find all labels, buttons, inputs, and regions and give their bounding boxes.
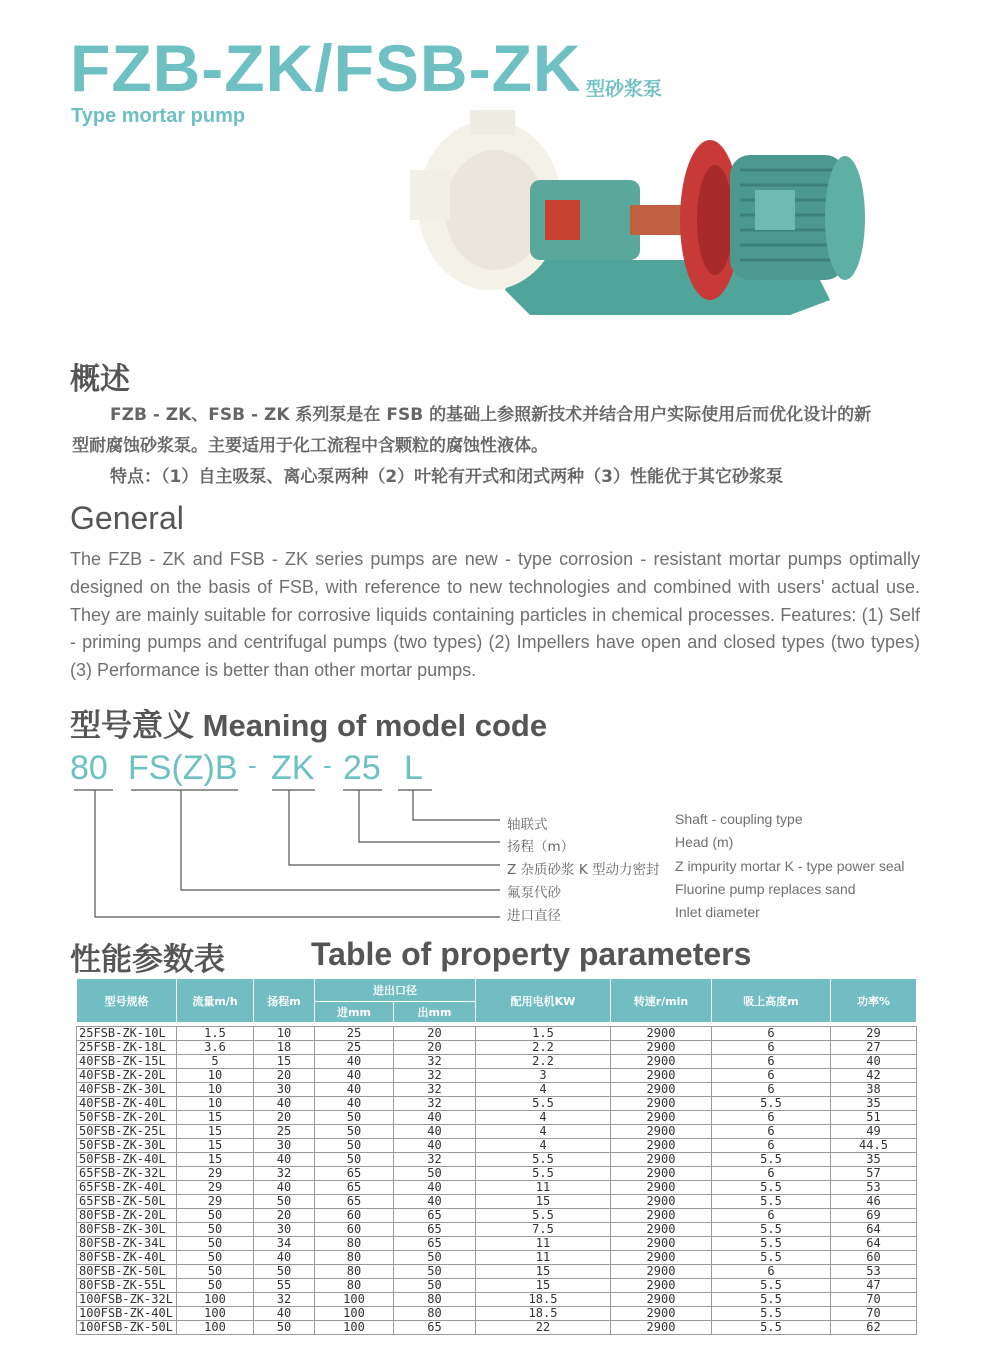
table-cell: 2900 <box>611 1237 712 1251</box>
table-cell: 60 <box>831 1251 917 1265</box>
table-cell: 40FSB-ZK-40L <box>77 1097 177 1111</box>
table-cell: 10 <box>177 1083 254 1097</box>
table-cell: 32 <box>394 1153 476 1167</box>
table-row <box>77 1237 917 1251</box>
table-cell: 2900 <box>611 1195 712 1209</box>
table-cell: 70 <box>831 1293 917 1307</box>
table-cell: 7.5 <box>476 1223 611 1237</box>
th-head: 扬程m <box>254 979 315 1023</box>
table-cell: 50 <box>177 1209 254 1223</box>
table-cell: 40 <box>254 1097 315 1111</box>
table-cell: 18 <box>254 1041 315 1055</box>
table-cell: 50 <box>254 1195 315 1209</box>
table-cell: 47 <box>831 1279 917 1293</box>
table-cell: 40 <box>254 1181 315 1195</box>
table-row <box>77 1321 917 1335</box>
table-cell: 6 <box>712 1041 831 1055</box>
table-row <box>77 1041 917 1055</box>
table-heading-cn: 性能参数表 <box>70 942 225 978</box>
table-cell: 4 <box>476 1083 611 1097</box>
table-row <box>77 1265 917 1279</box>
table-row <box>77 1083 917 1097</box>
table-cell: 15 <box>177 1139 254 1153</box>
table-cell: 65 <box>394 1237 476 1251</box>
th-flow: 流量m/h <box>177 979 254 1023</box>
table-cell: 100FSB-ZK-32L <box>77 1293 177 1307</box>
pump-motor-icon <box>410 110 880 330</box>
table-cell: 6 <box>712 1139 831 1153</box>
th-inlet: 进mm <box>315 1002 394 1023</box>
legend-cn-coupling: 轴联式 <box>507 817 548 833</box>
table-cell: 49 <box>831 1125 917 1139</box>
table-cell: 5.5 <box>712 1307 831 1321</box>
table-cell: 25 <box>315 1027 394 1041</box>
table-cell: 2900 <box>611 1209 712 1223</box>
table-cell: 35 <box>831 1097 917 1111</box>
model-code-leader-lines <box>0 780 1000 930</box>
table-cell: 80FSB-ZK-20L <box>77 1209 177 1223</box>
table-cell: 20 <box>254 1111 315 1125</box>
th-suction: 吸上高度m <box>712 979 831 1023</box>
table-cell: 50 <box>315 1111 394 1125</box>
table-cell: 18.5 <box>476 1307 611 1321</box>
legend-en-coupling: Shaft - coupling type <box>675 811 803 827</box>
table-cell: 5.5 <box>476 1167 611 1181</box>
table-row <box>77 1279 917 1293</box>
table-cell: 64 <box>831 1237 917 1251</box>
table-cell: 15 <box>177 1153 254 1167</box>
table-cell: 51 <box>831 1111 917 1125</box>
table-cell: 80 <box>315 1237 394 1251</box>
table-cell: 32 <box>394 1083 476 1097</box>
table-cell: 25FSB-ZK-18L <box>77 1041 177 1055</box>
table-cell: 100 <box>177 1307 254 1321</box>
table-cell: 40FSB-ZK-30L <box>77 1083 177 1097</box>
table-cell: 6 <box>712 1083 831 1097</box>
table-cell: 10 <box>177 1097 254 1111</box>
table-cell: 2900 <box>611 1055 712 1069</box>
table-cell: 10 <box>177 1069 254 1083</box>
table-cell: 55 <box>254 1279 315 1293</box>
table-row <box>77 1097 917 1111</box>
table-cell: 65 <box>394 1209 476 1223</box>
table-cell: 32 <box>254 1167 315 1181</box>
table-cell: 15 <box>177 1125 254 1139</box>
table-cell: 100 <box>315 1293 394 1307</box>
table-cell: 65 <box>315 1181 394 1195</box>
table-cell: 100FSB-ZK-40L <box>77 1307 177 1321</box>
table-cell: 10 <box>254 1027 315 1041</box>
table-cell: 50FSB-ZK-20L <box>77 1111 177 1125</box>
table-row <box>77 1125 917 1139</box>
table-cell: 40 <box>254 1251 315 1265</box>
th-speed: 转速r/min <box>611 979 712 1023</box>
table-cell: 5.5 <box>712 1097 831 1111</box>
table-cell: 65 <box>315 1195 394 1209</box>
table-cell: 64 <box>831 1223 917 1237</box>
table-cell: 15 <box>254 1055 315 1069</box>
table-cell: 6 <box>712 1125 831 1139</box>
table-cell: 5.5 <box>712 1181 831 1195</box>
table-cell: 6 <box>712 1111 831 1125</box>
table-cell: 5.5 <box>712 1279 831 1293</box>
table-cell: 11 <box>476 1251 611 1265</box>
table-cell: 69 <box>831 1209 917 1223</box>
property-table-body <box>77 1023 917 1335</box>
table-cell: 100 <box>177 1293 254 1307</box>
table-row <box>77 1223 917 1237</box>
table-cell: 60 <box>315 1209 394 1223</box>
table-cell: 50 <box>315 1153 394 1167</box>
table-cell: 40 <box>394 1125 476 1139</box>
table-cell: 2900 <box>611 1041 712 1055</box>
table-cell: 2900 <box>611 1293 712 1307</box>
table-cell: 25 <box>315 1041 394 1055</box>
table-cell: 11 <box>476 1181 611 1195</box>
table-cell: 50 <box>315 1125 394 1139</box>
table-cell: 6 <box>712 1055 831 1069</box>
table-cell: 5.5 <box>476 1153 611 1167</box>
table-cell: 11 <box>476 1237 611 1251</box>
code-part-type: FS(Z)B <box>128 749 238 787</box>
table-row <box>77 1111 917 1125</box>
table-cell: 5.5 <box>712 1153 831 1167</box>
table-cell: 20 <box>254 1069 315 1083</box>
table-cell: 50FSB-ZK-30L <box>77 1139 177 1153</box>
table-cell: 5.5 <box>712 1293 831 1307</box>
table-cell: 38 <box>831 1083 917 1097</box>
table-cell: 3.6 <box>177 1041 254 1055</box>
legend-cn-seal: Z 杂质砂浆 K 型动力密封 <box>507 862 660 878</box>
table-cell: 40 <box>394 1195 476 1209</box>
table-cell: 2900 <box>611 1251 712 1265</box>
table-cell: 50 <box>394 1265 476 1279</box>
general-heading: General <box>70 500 184 536</box>
overview-para1-line2: 型耐腐蚀砂浆泵。主要适用于化工流程中含颗粒的腐蚀性液体。 <box>72 436 548 456</box>
table-cell: 20 <box>394 1041 476 1055</box>
table-cell: 15 <box>177 1111 254 1125</box>
table-cell: 3 <box>476 1069 611 1083</box>
table-cell: 20 <box>394 1027 476 1041</box>
table-cell: 30 <box>254 1083 315 1097</box>
table-cell: 80FSB-ZK-30L <box>77 1223 177 1237</box>
table-cell: 50 <box>177 1251 254 1265</box>
table-cell: 40 <box>315 1083 394 1097</box>
table-cell: 100 <box>315 1321 394 1335</box>
table-cell: 2900 <box>611 1181 712 1195</box>
table-row <box>77 1069 917 1083</box>
table-cell: 50 <box>177 1223 254 1237</box>
overview-heading-cn: 概述 <box>70 362 130 397</box>
table-cell: 53 <box>831 1265 917 1279</box>
table-cell: 2900 <box>611 1097 712 1111</box>
model-code-heading-en: Meaning of model code <box>202 708 548 743</box>
model-code-heading <box>70 700 547 745</box>
legend-en-seal: Z impurity mortar K - type power seal <box>675 858 905 874</box>
overview-features: 特点：（1）自主吸泵、离心泵两种（2）叶轮有开式和闭式两种（3）性能优于其它砂浆泵 <box>110 467 783 487</box>
table-cell: 2900 <box>611 1027 712 1041</box>
table-cell: 50FSB-ZK-25L <box>77 1125 177 1139</box>
table-row <box>77 1181 917 1195</box>
table-row <box>77 1209 917 1223</box>
table-cell: 2900 <box>611 1265 712 1279</box>
page-title: FZB-ZK/FSB-ZK <box>70 31 582 105</box>
table-cell: 5 <box>177 1055 254 1069</box>
table-cell: 34 <box>254 1237 315 1251</box>
table-cell: 40 <box>394 1111 476 1125</box>
table-cell: 80FSB-ZK-34L <box>77 1237 177 1251</box>
th-outlet: 出mm <box>394 1002 476 1023</box>
table-cell: 5.5 <box>712 1195 831 1209</box>
table-cell: 80 <box>394 1307 476 1321</box>
table-cell: 5.5 <box>712 1251 831 1265</box>
table-cell: 6 <box>712 1209 831 1223</box>
table-cell: 100 <box>315 1307 394 1321</box>
table-cell: 40 <box>315 1069 394 1083</box>
table-cell: 2900 <box>611 1223 712 1237</box>
page-title-cn: 型砂浆泵 <box>586 78 663 100</box>
table-cell: 62 <box>831 1321 917 1335</box>
table-cell: 2900 <box>611 1139 712 1153</box>
table-cell: 40FSB-ZK-15L <box>77 1055 177 1069</box>
table-cell: 65 <box>315 1167 394 1181</box>
table-cell: 35 <box>831 1153 917 1167</box>
table-cell: 65 <box>394 1321 476 1335</box>
table-cell: 65FSB-ZK-32L <box>77 1167 177 1181</box>
table-cell: 15 <box>476 1195 611 1209</box>
table-cell: 42 <box>831 1069 917 1083</box>
table-cell: 50 <box>254 1265 315 1279</box>
table-cell: 53 <box>831 1181 917 1195</box>
table-cell: 2900 <box>611 1111 712 1125</box>
table-row <box>77 1307 917 1321</box>
table-cell: 40 <box>831 1055 917 1069</box>
page-subtitle: Type mortar pump <box>71 105 246 127</box>
legend-en-fluorine: Fluorine pump replaces sand <box>675 881 856 897</box>
table-cell: 6 <box>712 1069 831 1083</box>
legend-en-inlet: Inlet diameter <box>675 904 760 920</box>
table-cell: 80FSB-ZK-55L <box>77 1279 177 1293</box>
table-cell: 40 <box>254 1307 315 1321</box>
table-cell: 50 <box>394 1251 476 1265</box>
th-port: 进出口径 <box>315 979 476 1002</box>
table-cell: 5.5 <box>712 1321 831 1335</box>
table-cell: 2900 <box>611 1125 712 1139</box>
table-cell: 2900 <box>611 1083 712 1097</box>
table-cell: 65FSB-ZK-50L <box>77 1195 177 1209</box>
table-row <box>77 1195 917 1209</box>
table-cell: 80 <box>315 1265 394 1279</box>
code-part-diameter: 80 <box>70 749 108 787</box>
table-cell: 25 <box>254 1125 315 1139</box>
table-row <box>77 1167 917 1181</box>
table-cell: 4 <box>476 1111 611 1125</box>
table-cell: 80 <box>394 1293 476 1307</box>
table-cell: 25FSB-ZK-10L <box>77 1027 177 1041</box>
table-cell: 4 <box>476 1139 611 1153</box>
legend-cn-fluorine: 氟泵代砂 <box>507 885 561 901</box>
table-cell: 40 <box>315 1097 394 1111</box>
table-cell: 5.5 <box>712 1237 831 1251</box>
table-cell: 32 <box>254 1293 315 1307</box>
general-text: The FZB - ZK and FSB - ZK series pumps are new - type corrosion - resistant mortar pumps optimally designed on the basis of FSB, with reference to new technologies and combined with users' actual use. They are mainly suitable for corrosive liquids containing particles in chemical processes. Features: (1) Self - priming pumps and centrifugal pumps (two types) (2) Impellers have open and closed types (two types) (3) Performance is better than other mortar pumps. <box>70 549 920 681</box>
legend-en-head: Head (m) <box>675 834 734 850</box>
code-part-head: 25 <box>343 749 381 787</box>
table-cell: 15 <box>476 1265 611 1279</box>
table-row <box>77 1139 917 1153</box>
legend-cn-inlet: 进口直径 <box>507 908 561 924</box>
legend-cn-head: 扬程（m） <box>507 839 575 855</box>
table-cell: 29 <box>831 1027 917 1041</box>
table-cell: 40 <box>394 1181 476 1195</box>
table-cell: 65 <box>394 1223 476 1237</box>
table-cell: 30 <box>254 1139 315 1153</box>
table-cell: 46 <box>831 1195 917 1209</box>
table-cell: 80FSB-ZK-50L <box>77 1265 177 1279</box>
table-cell: 32 <box>394 1055 476 1069</box>
table-cell: 29 <box>177 1167 254 1181</box>
table-cell: 57 <box>831 1167 917 1181</box>
th-model: 型号规格 <box>77 979 177 1023</box>
code-part-coupling: L <box>404 749 423 787</box>
property-table <box>76 978 917 1335</box>
table-cell: 6 <box>712 1027 831 1041</box>
table-cell: 50FSB-ZK-40L <box>77 1153 177 1167</box>
table-cell: 50 <box>394 1167 476 1181</box>
table-cell: 30 <box>254 1223 315 1237</box>
table-cell: 27 <box>831 1041 917 1055</box>
table-row <box>77 1251 917 1265</box>
code-dash-2: - <box>323 750 332 780</box>
code-dash-1: - <box>248 750 257 780</box>
table-cell: 29 <box>177 1181 254 1195</box>
table-cell: 5.5 <box>476 1209 611 1223</box>
table-cell: 5.5 <box>476 1097 611 1111</box>
table-row <box>77 1027 917 1041</box>
table-cell: 70 <box>831 1307 917 1321</box>
table-row <box>77 1055 917 1069</box>
model-code-heading-cn: 型号意义 <box>70 708 194 744</box>
table-cell: 2.2 <box>476 1041 611 1055</box>
table-cell: 60 <box>315 1223 394 1237</box>
table-cell: 40 <box>254 1153 315 1167</box>
table-cell: 50 <box>177 1279 254 1293</box>
table-cell: 40 <box>315 1055 394 1069</box>
table-row <box>77 1293 917 1307</box>
table-cell: 50 <box>315 1139 394 1153</box>
table-cell: 2900 <box>611 1069 712 1083</box>
table-cell: 2.2 <box>476 1055 611 1069</box>
table-cell: 29 <box>177 1195 254 1209</box>
table-cell: 32 <box>394 1069 476 1083</box>
table-cell: 5.5 <box>712 1223 831 1237</box>
table-cell: 100 <box>177 1321 254 1335</box>
table-cell: 1.5 <box>476 1027 611 1041</box>
th-efficiency: 功率% <box>831 979 917 1023</box>
table-cell: 50 <box>394 1279 476 1293</box>
table-cell: 32 <box>394 1097 476 1111</box>
table-cell: 2900 <box>611 1307 712 1321</box>
table-cell: 2900 <box>611 1321 712 1335</box>
code-part-seal: ZK <box>271 749 315 787</box>
table-cell: 50 <box>254 1321 315 1335</box>
table-cell: 100FSB-ZK-50L <box>77 1321 177 1335</box>
table-cell: 15 <box>476 1279 611 1293</box>
table-cell: 6 <box>712 1167 831 1181</box>
table-cell: 20 <box>254 1209 315 1223</box>
table-cell: 6 <box>712 1265 831 1279</box>
table-cell: 22 <box>476 1321 611 1335</box>
table-cell: 80FSB-ZK-40L <box>77 1251 177 1265</box>
table-cell: 40FSB-ZK-20L <box>77 1069 177 1083</box>
table-cell: 2900 <box>611 1153 712 1167</box>
table-cell: 80 <box>315 1279 394 1293</box>
table-cell: 65FSB-ZK-40L <box>77 1181 177 1195</box>
table-heading-en: Table of property parameters <box>311 936 752 972</box>
table-cell: 40 <box>394 1139 476 1153</box>
table-cell: 80 <box>315 1251 394 1265</box>
th-motor: 配用电机KW <box>476 979 611 1023</box>
table-cell: 1.5 <box>177 1027 254 1041</box>
table-cell: 2900 <box>611 1167 712 1181</box>
table-cell: 18.5 <box>476 1293 611 1307</box>
table-cell: 50 <box>177 1265 254 1279</box>
table-cell: 50 <box>177 1237 254 1251</box>
overview-para1-line1: FZB - ZK、FSB - ZK 系列泵是在 FSB 的基础上参照新技术并结合用户实际使用后而优化设计的新 <box>110 405 872 425</box>
table-cell: 44.5 <box>831 1139 917 1153</box>
table-cell: 2900 <box>611 1279 712 1293</box>
table-cell: 4 <box>476 1125 611 1139</box>
table-row <box>77 1153 917 1167</box>
